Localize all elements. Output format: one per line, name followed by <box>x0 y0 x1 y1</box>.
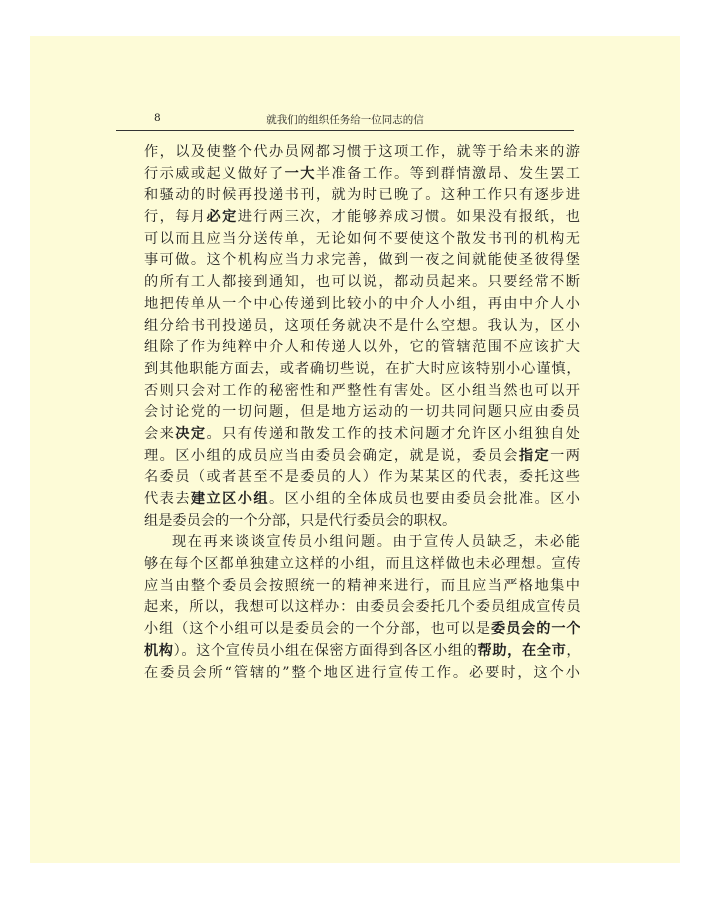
text-run: 事可做。这个机构应当力求完善，做到一夜之间就能使圣彼得堡 <box>144 252 580 269</box>
text-run: 行示威或起义做好了 <box>144 165 285 182</box>
text-line <box>144 142 580 164</box>
text-run: 组除了作为纯粹中介人和传递人以外，它的管辖范围不应该扩大 <box>144 339 580 356</box>
text-line <box>144 641 580 663</box>
text-line <box>144 359 580 381</box>
text-run: 组分给书刊投递员，这项任务就决不是什么空想。我认为，区小 <box>144 317 580 334</box>
text-line <box>144 272 580 294</box>
page-header <box>116 112 574 131</box>
text-run: 行，每月 <box>144 209 207 226</box>
text-run: 半准备工作。等到群情激昂、发生罢工 <box>315 165 580 182</box>
text-run: 会讨论党的一切问题，但是地方运动的一切共同问题只应由委员 <box>144 404 580 421</box>
bold-emphasis: 决定 <box>175 425 207 442</box>
bold-emphasis: 建立区小组 <box>190 491 269 507</box>
running-title: 就我们的组织任务给一位同志的信 <box>266 114 424 126</box>
text-run: 。只有传递和散发工作的技术问题才允许区小组独自处 <box>206 425 580 442</box>
text-run: 进行两三次，才能够养成习惯。如果没有报纸，也 <box>237 209 580 226</box>
body-text <box>144 142 580 684</box>
text-run: 的所有工人都接到通知，也可以说，都动员起来。只要经常不断 <box>144 274 580 291</box>
text-line <box>144 619 580 641</box>
text-line <box>144 337 580 359</box>
text-line <box>144 467 580 489</box>
text-line <box>144 294 580 316</box>
text-line <box>144 164 580 186</box>
text-line <box>144 316 580 338</box>
text-run: 一两 <box>550 447 580 464</box>
text-line <box>144 381 580 403</box>
text-run: ）。这个宣传员小组在保密方面得到各区小组的 <box>173 642 478 659</box>
text-run: 小组（这个小组可以是委员会的一个分部，也可以是 <box>144 621 491 638</box>
text-run: 。区小组的全体成员也要由委员会批准。区小 <box>268 491 580 507</box>
text-run: 够在每个区都单独建立这样的小组，而且这样做也未必理想。宣传 <box>144 556 580 573</box>
text-line <box>144 446 580 468</box>
text-line <box>144 250 580 272</box>
text-line <box>144 207 580 229</box>
text-line <box>144 511 580 533</box>
bold-emphasis: 机构 <box>144 642 174 659</box>
bold-emphasis: 帮助，在全市 <box>477 642 567 659</box>
text-line <box>144 532 580 554</box>
text-line <box>144 663 580 685</box>
text-line <box>144 554 580 576</box>
bold-emphasis: 指定 <box>518 447 551 464</box>
text-run: 可以而且应当分送传单，无论如何不要使这个散发书刊的机构无 <box>144 230 580 247</box>
bold-emphasis: 一大 <box>284 165 316 182</box>
text-line <box>144 424 580 446</box>
text-run: 名委员（或者甚至不是委员的人）作为某某区的代表，委托这些 <box>144 469 580 486</box>
text-run: 现在再来谈谈宣传员小组问题。由于宣传人员缺乏，未必能 <box>172 534 580 551</box>
text-run: 理。区小组的成员应当由委员会确定，就是说，委员会 <box>144 447 519 464</box>
text-run: 在委员会所“管辖的”整个地区进行宣传工作。必要时，这个小 <box>144 664 580 681</box>
text-line <box>144 402 580 424</box>
text-run: 组是委员会的一个分部，只是代行委员会的职权。 <box>144 512 457 529</box>
text-run: 会来 <box>144 425 176 442</box>
text-run: 否则只会对工作的秘密性和严整性有害处。区小组当然也可以开 <box>144 382 580 399</box>
text-line <box>144 576 580 598</box>
page-number: 8 <box>154 112 161 124</box>
text-run: 作，以及使整个代办员网都习惯于这项工作，就等于给未来的游 <box>144 144 580 160</box>
bold-emphasis: 委员会的一个 <box>490 621 580 638</box>
text-run: 和骚动的时候再投递书刊，就为时已晚了。这种工作只有逐步进 <box>144 187 580 204</box>
text-run: 起来，所以，我想可以这样办：由委员会委托几个委员组成宣传员 <box>144 599 580 616</box>
text-run: 代表去 <box>144 491 191 507</box>
text-line <box>144 185 580 207</box>
text-run: ， <box>566 642 580 659</box>
text-run: 应当由整个委员会按照统一的精神来进行，而且应当严格地集中 <box>144 577 580 594</box>
text-run: 到其他职能方面去，或者确切些说，在扩大时应该特别小心谨慎， <box>144 360 580 377</box>
text-line <box>144 597 580 619</box>
bold-emphasis: 必定 <box>206 209 238 226</box>
text-run: 地把传单从一个中心传递到比较小的中介人小组，再由中介人小 <box>144 295 580 312</box>
text-line <box>144 229 580 251</box>
text-line <box>144 489 580 511</box>
